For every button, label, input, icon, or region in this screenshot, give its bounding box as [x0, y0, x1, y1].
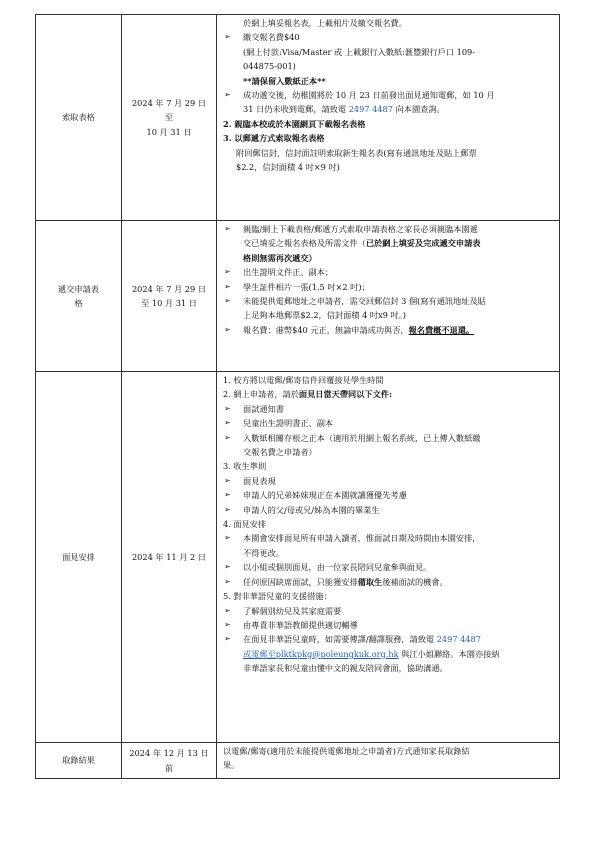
- detail-text: 繳交報名費$40: [243, 32, 300, 43]
- detail-text: 面見日當天帶同以下文件:: [298, 389, 393, 400]
- arrow-bullet-icon: ➢: [224, 504, 231, 514]
- row-label: 面見安排: [62, 551, 95, 562]
- admission-schedule-table: [35, 14, 560, 779]
- list-item: [223, 265, 555, 279]
- detail-text: 交報名費之申請者）: [243, 447, 317, 458]
- detail-text: 報名費：港幣$40 元正，無論申請成功與否，: [243, 324, 409, 335]
- date-text: 2024 年 12 月 13 日: [129, 748, 209, 759]
- table-row: [36, 15, 560, 221]
- row-detail-cell: [217, 221, 560, 372]
- phone-number[interactable]: 2497 4487: [348, 104, 393, 115]
- numbered-item: 3. 以郵遞方式索取報名表格: [223, 133, 325, 144]
- detail-text: **請保留入數紙正本**: [243, 75, 326, 86]
- list-item: [223, 323, 555, 337]
- arrow-bullet-icon: ➢: [224, 533, 231, 543]
- detail-text: 面見表現: [243, 475, 276, 486]
- detail-text: 044875-001): [243, 61, 296, 72]
- numbered-item: 3. 收生準則: [223, 461, 267, 472]
- arrow-bullet-icon: ➢: [224, 562, 231, 572]
- arrow-bullet-icon: ➢: [224, 418, 231, 428]
- arrow-bullet-icon: ➢: [224, 619, 231, 629]
- list-item: [223, 416, 555, 430]
- list-item: [223, 503, 555, 517]
- detail-text: 申請人的父/母或兄/姊為本園的畢業生: [243, 504, 380, 515]
- detail-text: [223, 236, 555, 250]
- list-item: [223, 222, 555, 236]
- table-row: [36, 372, 560, 743]
- row-label: 遞交申請表: [58, 283, 99, 294]
- numbered-item: 5. 對非華語兒童的支援措施：: [223, 591, 332, 602]
- arrow-bullet-icon: ➢: [224, 324, 231, 334]
- row-label: 格: [74, 298, 83, 308]
- detail-text: 出生證明文件正、副本；: [243, 267, 334, 278]
- detail-text: 交已填妥之報名表格及所需文件（: [243, 238, 366, 249]
- row-label: 索取表格: [62, 112, 95, 123]
- arrow-bullet-icon: ➢: [224, 267, 231, 277]
- table-row: [36, 743, 560, 779]
- list-item: [223, 294, 555, 308]
- detail-text: 附回郵信封，信封面註明索取新生報名表(寫有通訊地址及貼上郵票: [236, 147, 477, 158]
- phone-number[interactable]: 2497 4487: [436, 634, 481, 645]
- detail-text: 31 日仍未收到電郵，請致電: [243, 104, 349, 115]
- arrow-bullet-icon: ➢: [224, 490, 231, 500]
- arrow-bullet-icon: ➢: [224, 296, 231, 306]
- detail-text: 上足夠本地郵票$2.2，信封面積 4 吋x9 吋。): [243, 310, 406, 321]
- detail-text: 兒童出生證明書正、副本: [243, 418, 334, 429]
- detail-text: [223, 647, 555, 661]
- row-label: 取錄結果: [62, 755, 95, 766]
- list-item: [223, 488, 555, 502]
- date-text: 2024 年 7 月 29 日: [131, 283, 207, 294]
- numbered-item: 1. 校方將以電郵/郵寄信件回覆接見學生時間: [223, 375, 384, 385]
- list-item: [223, 30, 555, 44]
- arrow-bullet-icon: ➢: [224, 90, 231, 100]
- detail-text: 任何原因缺席面試，只能獲安排: [243, 576, 358, 587]
- list-item: [223, 632, 555, 646]
- arrow-bullet-icon: ➢: [224, 475, 231, 485]
- detail-text: 了解個別幼兒及其家庭需要: [243, 605, 342, 616]
- detail-text: 與江小姐聯絡。本園亦接納: [398, 648, 500, 659]
- row-label-cell: [36, 221, 122, 372]
- date-text: 至 10 月 31 日: [141, 298, 197, 308]
- detail-text: 未能提供電郵地址之申請者，需交回郵信封 3 個(寫有通訊地址及貼: [243, 296, 486, 307]
- arrow-bullet-icon: ➢: [224, 432, 231, 442]
- date-text: 至: [164, 112, 174, 123]
- arrow-bullet-icon: ➢: [224, 403, 231, 413]
- numbered-item: [223, 387, 555, 401]
- detail-text: 入數紙相關存根之正本（適用於用網上報名系統，已上傳入數紙繳: [243, 432, 481, 443]
- detail-text: 報名費概不退還。: [408, 324, 475, 335]
- table-row: [36, 221, 560, 372]
- row-label-cell: [36, 372, 122, 743]
- detail-text: 學生証件相片一張(1.5 吋×2 吋)；: [243, 281, 370, 292]
- detail-text: 面試通知書: [243, 403, 284, 414]
- list-item: [223, 560, 555, 574]
- arrow-bullet-icon: ➢: [224, 634, 231, 644]
- detail-text: 成功遞交後，幼稚園將於 10 月 23 日前發出面見通知電郵，如 10 月: [243, 90, 495, 101]
- list-item: [223, 531, 555, 545]
- detail-text: 向本園查詢。: [392, 104, 445, 115]
- date-text: 前: [164, 762, 174, 773]
- detail-text: 以小組或個別面見，由一位家長陪同兒童參與面見。: [243, 562, 432, 573]
- row-detail-cell: [217, 15, 560, 221]
- detail-text: 不得更改。: [243, 547, 284, 558]
- arrow-bullet-icon: ➢: [224, 576, 231, 586]
- detail-text: 備取生: [357, 576, 383, 587]
- detail-text: 於網上填妥報名表，上載相片及繳交報名費。: [243, 18, 407, 28]
- detail-text: 以電郵/郵寄(適用於未能提供電郵地址之申請者)方式通知家長取錄結: [223, 746, 470, 756]
- detail-text: 2. 網上申請者，請於: [223, 389, 299, 400]
- arrow-bullet-icon: ➢: [224, 32, 231, 42]
- list-item: [223, 575, 555, 589]
- arrow-bullet-icon: ➢: [224, 605, 231, 615]
- row-detail-cell: [217, 743, 560, 779]
- email-or-text: 或電郵至: [243, 648, 276, 659]
- list-item: [223, 431, 555, 445]
- detail-text: 申請人的兄弟姊妹現正在本園就讀獲優先考慮: [243, 490, 407, 501]
- detail-text: 親臨/網上下載表格/郵遞方式索取申請表格之家長必須親臨本園遞: [243, 224, 478, 234]
- detail-text: $2.2，信封面積 4 吋×9 吋): [236, 162, 340, 173]
- detail-text: 格則無需再次遞交）: [243, 252, 317, 263]
- row-label-cell: [36, 15, 122, 221]
- detail-text: 本園會安排面見所有申請入讀者，惟面試日期及時間由本園安排，: [243, 533, 481, 544]
- list-item: [223, 88, 555, 102]
- arrow-bullet-icon: ➢: [224, 281, 231, 291]
- numbered-item: 2. 親臨本校或於本園網頁下載報名表格: [223, 118, 366, 129]
- detail-text: [223, 102, 555, 116]
- detail-text: (網上付款:Visa/Master 或 上載銀行入數紙:滙豐銀行戶口 109-: [243, 46, 476, 57]
- detail-text: 果。: [223, 760, 240, 771]
- row-date-cell: [122, 15, 217, 221]
- list-item: [223, 604, 555, 618]
- date-text: 10 月 31 日: [146, 126, 192, 137]
- detail-text: 非華語家長和兒童由懂中文的親友陪同會面，協助溝通。: [243, 663, 448, 674]
- detail-text: 在面見非華語兒童時，如需要傳譯/翻譯服務，請致電: [243, 634, 437, 645]
- list-item: [223, 618, 555, 632]
- detail-text: 由專責非華語教師提供適切輔導: [243, 619, 358, 630]
- row-label-cell: [36, 743, 122, 779]
- detail-text: 已於網上填妥及完成遞交申請表: [365, 238, 481, 249]
- date-text: 2024 年 11 月 2 日: [131, 551, 207, 562]
- row-date-cell: [122, 372, 217, 743]
- row-detail-cell: [217, 372, 560, 743]
- arrow-bullet-icon: ➢: [224, 224, 231, 233]
- numbered-item: 4. 面見安排: [223, 519, 267, 530]
- row-date-cell: [122, 221, 217, 372]
- list-item: [223, 402, 555, 416]
- date-text: 2024 年 7 月 29 日: [131, 97, 207, 108]
- detail-text: 後補面試的機會。: [382, 576, 448, 587]
- list-item: [223, 280, 555, 294]
- list-item: [223, 474, 555, 488]
- row-date-cell: [122, 743, 217, 779]
- email-link[interactable]: plktkpkg@poleungkuk.org.hk: [275, 648, 399, 659]
